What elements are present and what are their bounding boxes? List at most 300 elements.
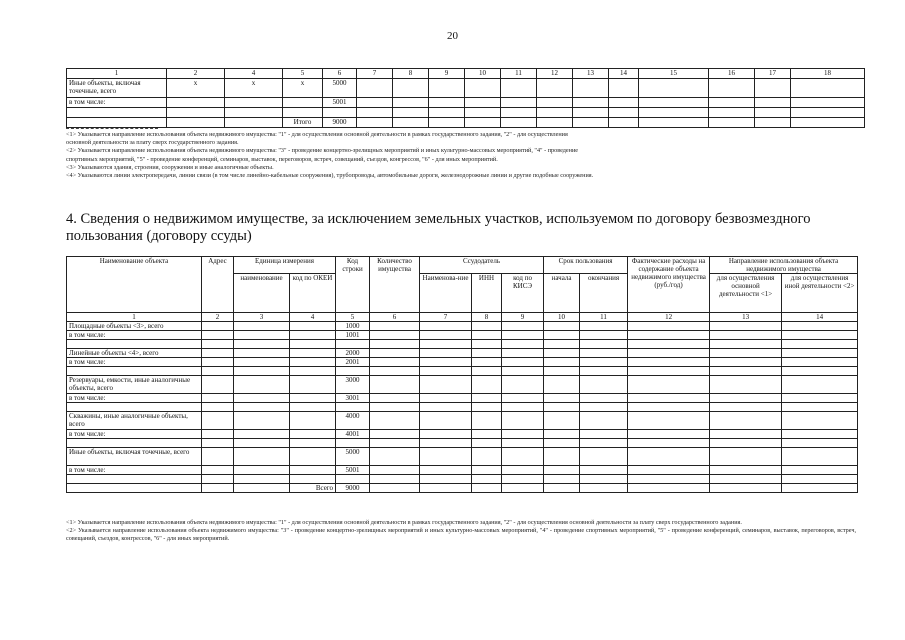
row-label: в том числе:: [67, 466, 202, 475]
empty-cell: [580, 322, 628, 331]
column-number: 11: [580, 313, 628, 322]
empty-cell: [465, 118, 501, 128]
empty-cell: [580, 475, 628, 484]
row-code: 5001: [336, 466, 370, 475]
empty-cell: [544, 466, 580, 475]
column-number: 12: [537, 69, 573, 79]
empty-cell: [791, 79, 865, 98]
table-row: [67, 79, 865, 98]
empty-cell: [501, 79, 537, 98]
row-code: 9000: [336, 484, 370, 493]
empty-cell: [202, 358, 234, 367]
empty-cell: [710, 331, 782, 340]
empty-cell: [544, 430, 580, 439]
empty-cell: [370, 484, 420, 493]
empty-cell: [234, 340, 290, 349]
empty-cell: [502, 439, 544, 448]
table-row: [67, 108, 865, 118]
empty-cell: [370, 439, 420, 448]
empty-cell: [290, 394, 336, 403]
empty-cell: [573, 108, 609, 118]
empty-cell: [202, 367, 234, 376]
cell-col5: [283, 108, 323, 118]
row-label: Площадные объекты <3>, всего: [67, 322, 202, 331]
table-row: [67, 340, 858, 349]
empty-cell: [755, 108, 791, 118]
empty-cell: [234, 430, 290, 439]
empty-cell: [628, 322, 710, 331]
empty-cell: [370, 358, 420, 367]
column-number: 4: [225, 69, 283, 79]
table-row: [67, 367, 858, 376]
empty-cell: [544, 376, 580, 394]
empty-cell: [544, 412, 580, 430]
cell-col2: [167, 98, 225, 108]
top-table-column-numbers: [67, 69, 865, 79]
header-address: Адрес: [202, 257, 234, 313]
empty-cell: [544, 358, 580, 367]
main-table: [66, 256, 858, 493]
empty-cell: [710, 439, 782, 448]
empty-cell: [290, 412, 336, 430]
empty-cell: [710, 349, 782, 358]
empty-cell: [709, 98, 755, 108]
empty-cell: [429, 118, 465, 128]
column-number: 11: [501, 69, 537, 79]
section-title: 4. Сведения о недвижимом имуществе, за исключением земельных участков, используемом по договору безвозмездного пользования (договору ссуды): [66, 211, 811, 244]
header-term-end: окончания: [580, 274, 628, 313]
table-row: [67, 118, 865, 128]
header-direction-main: для осуществления основной деятельности <1>: [710, 274, 782, 313]
cell-col2: [167, 108, 225, 118]
empty-cell: [429, 79, 465, 98]
row-label: [67, 484, 202, 493]
column-number: 10: [544, 313, 580, 322]
empty-cell: [202, 439, 234, 448]
empty-cell: [501, 118, 537, 128]
empty-cell: [628, 340, 710, 349]
row-code: 5001: [323, 98, 357, 108]
table-row: [67, 484, 858, 493]
empty-cell: [420, 430, 472, 439]
empty-cell: [465, 98, 501, 108]
empty-cell: [710, 475, 782, 484]
empty-cell: [710, 358, 782, 367]
empty-cell: [370, 322, 420, 331]
header-lender-name: Наименова-ние: [420, 274, 472, 313]
table-row: [67, 403, 858, 412]
empty-cell: [628, 358, 710, 367]
empty-cell: [502, 358, 544, 367]
empty-cell: [234, 484, 290, 493]
empty-cell: [370, 394, 420, 403]
empty-cell: [580, 376, 628, 394]
row-code: 4001: [336, 430, 370, 439]
empty-cell: [710, 367, 782, 376]
empty-cell: [234, 394, 290, 403]
empty-cell: [420, 376, 472, 394]
empty-cell: [502, 448, 544, 466]
empty-cell: [502, 430, 544, 439]
empty-cell: [782, 358, 858, 367]
empty-cell: [472, 403, 502, 412]
empty-cell: [782, 475, 858, 484]
empty-cell: [502, 403, 544, 412]
column-number: 2: [167, 69, 225, 79]
empty-cell: [628, 439, 710, 448]
empty-cell: [234, 376, 290, 394]
empty-cell: [290, 376, 336, 394]
empty-cell: [580, 358, 628, 367]
total-label: Всего: [290, 484, 336, 493]
row-code: 9000: [323, 118, 357, 128]
empty-cell: [782, 376, 858, 394]
empty-cell: [357, 98, 393, 108]
row-label: [67, 475, 202, 484]
empty-cell: [202, 331, 234, 340]
column-number: 13: [573, 69, 609, 79]
column-number: 3: [234, 313, 290, 322]
empty-cell: [290, 430, 336, 439]
row-code: 3000: [336, 376, 370, 394]
empty-cell: [420, 412, 472, 430]
empty-cell: [290, 475, 336, 484]
column-number: 1: [67, 313, 202, 322]
row-code: 1000: [336, 322, 370, 331]
empty-cell: [709, 79, 755, 98]
column-number: 7: [357, 69, 393, 79]
empty-cell: [544, 403, 580, 412]
empty-cell: [544, 340, 580, 349]
empty-cell: [544, 394, 580, 403]
row-label: в том числе:: [67, 358, 202, 367]
empty-cell: [502, 376, 544, 394]
column-number: 9: [502, 313, 544, 322]
header-direction-other: для осуществления иной деятельности <2>: [782, 274, 858, 313]
table-row: [67, 376, 858, 394]
empty-cell: [544, 322, 580, 331]
empty-cell: [202, 430, 234, 439]
empty-cell: [234, 358, 290, 367]
empty-cell: [710, 484, 782, 493]
empty-cell: [573, 79, 609, 98]
empty-cell: [202, 403, 234, 412]
empty-cell: [609, 79, 639, 98]
empty-cell: [639, 79, 709, 98]
cell-col4: х: [225, 79, 283, 98]
empty-cell: [370, 466, 420, 475]
column-number: 6: [370, 313, 420, 322]
column-number: 5: [283, 69, 323, 79]
empty-cell: [791, 118, 865, 128]
empty-cell: [580, 394, 628, 403]
empty-cell: [502, 412, 544, 430]
empty-cell: [290, 340, 336, 349]
empty-cell: [782, 331, 858, 340]
table-row: [67, 466, 858, 475]
column-number: 12: [628, 313, 710, 322]
table-row: [67, 475, 858, 484]
header-line-code: Код строки: [336, 257, 370, 313]
row-label: [67, 118, 167, 128]
empty-cell: [537, 118, 573, 128]
column-number: 2: [202, 313, 234, 322]
empty-cell: [573, 98, 609, 108]
header-unit: Единица измерения: [234, 257, 336, 274]
empty-cell: [502, 475, 544, 484]
empty-cell: [580, 430, 628, 439]
empty-cell: [202, 466, 234, 475]
empty-cell: [472, 340, 502, 349]
empty-cell: [472, 439, 502, 448]
empty-cell: [472, 322, 502, 331]
header-direction: Направление использования объекта недвижимого имущества: [710, 257, 858, 274]
empty-cell: [234, 475, 290, 484]
column-number: 5: [336, 313, 370, 322]
empty-cell: [420, 439, 472, 448]
empty-cell: [393, 98, 429, 108]
empty-cell: [472, 349, 502, 358]
empty-cell: [502, 466, 544, 475]
empty-cell: [370, 475, 420, 484]
empty-cell: [472, 484, 502, 493]
empty-cell: [472, 475, 502, 484]
empty-cell: [502, 340, 544, 349]
column-number: 9: [429, 69, 465, 79]
empty-cell: [710, 394, 782, 403]
empty-cell: [202, 322, 234, 331]
empty-cell: [420, 367, 472, 376]
empty-cell: [710, 403, 782, 412]
header-term-start: начала: [544, 274, 580, 313]
empty-cell: [628, 349, 710, 358]
row-label: Иные объекты, включая точечные, всего: [67, 79, 167, 98]
empty-cell: [544, 475, 580, 484]
empty-cell: [420, 475, 472, 484]
empty-cell: [234, 349, 290, 358]
empty-cell: [609, 98, 639, 108]
empty-cell: [420, 394, 472, 403]
empty-cell: [290, 403, 336, 412]
header-quantity: Количество имущества: [370, 257, 420, 313]
empty-cell: [357, 118, 393, 128]
empty-cell: [420, 340, 472, 349]
empty-cell: [290, 439, 336, 448]
header-lender: Ссудодатель: [420, 257, 544, 274]
row-label: в том числе:: [67, 430, 202, 439]
column-number: 7: [420, 313, 472, 322]
footnote-line: <3> Указываются здания, строения, сооружения и иные аналогичные объекты.: [66, 163, 274, 171]
main-table-column-numbers: [67, 313, 858, 322]
empty-cell: [573, 118, 609, 128]
row-label: Иные объекты, включая точечные, всего: [67, 448, 202, 466]
empty-cell: [628, 466, 710, 475]
footnote-line: <4> Указываются линии электропередачи, линии связи (в том числе линейно-кабельные сооружения), трубопроводы, автомобильные дороги, железнодорожные линии и другие подобные сооружения.: [66, 172, 594, 180]
row-code: 2000: [336, 349, 370, 358]
empty-cell: [290, 349, 336, 358]
row-code: 5000: [336, 448, 370, 466]
empty-cell: [234, 439, 290, 448]
empty-cell: [370, 403, 420, 412]
empty-cell: [782, 484, 858, 493]
empty-cell: [580, 448, 628, 466]
empty-cell: [420, 349, 472, 358]
empty-cell: [639, 98, 709, 108]
footnote-separator: [66, 128, 158, 129]
empty-cell: [628, 367, 710, 376]
header-term: Срок пользования: [544, 257, 628, 274]
empty-cell: [710, 376, 782, 394]
empty-cell: [628, 331, 710, 340]
cell-col2: [167, 118, 225, 128]
empty-cell: [782, 394, 858, 403]
empty-cell: [537, 108, 573, 118]
empty-cell: [782, 439, 858, 448]
row-code: [336, 367, 370, 376]
empty-cell: [628, 403, 710, 412]
empty-cell: [782, 367, 858, 376]
empty-cell: [544, 331, 580, 340]
empty-cell: [710, 322, 782, 331]
empty-cell: [472, 367, 502, 376]
empty-cell: [639, 118, 709, 128]
header-lender-inn: ИНН: [472, 274, 502, 313]
empty-cell: [234, 322, 290, 331]
row-code: 3001: [336, 394, 370, 403]
main-table-header-row-1: [67, 257, 858, 274]
row-code: 1001: [336, 331, 370, 340]
footnote-line: <2> Указывается направление использования объекта недвижимого имущества: "3" - проведение концертно-зрелищных мероприятий и иных культурно-массовых мероприятий, "4" - проведение: [66, 147, 579, 155]
cell-col4: [225, 98, 283, 108]
empty-cell: [609, 108, 639, 118]
empty-cell: [544, 439, 580, 448]
row-code: 5000: [323, 79, 357, 98]
cell-col5: [283, 98, 323, 108]
empty-cell: [580, 403, 628, 412]
empty-cell: [234, 412, 290, 430]
empty-cell: [628, 484, 710, 493]
row-label: [67, 340, 202, 349]
empty-cell: [782, 448, 858, 466]
cell-col4: [225, 108, 283, 118]
empty-cell: [580, 331, 628, 340]
header-expenses: Фактические расходы на содержание объекта недвижимого имущества (руб./год): [628, 257, 710, 313]
column-number: 13: [710, 313, 782, 322]
empty-cell: [472, 358, 502, 367]
column-number: 15: [639, 69, 709, 79]
column-number: 8: [393, 69, 429, 79]
empty-cell: [710, 412, 782, 430]
row-code: [336, 439, 370, 448]
empty-cell: [290, 466, 336, 475]
column-number: 1: [67, 69, 167, 79]
empty-cell: [420, 322, 472, 331]
empty-cell: [472, 448, 502, 466]
table-row: [67, 394, 858, 403]
row-label: [67, 108, 167, 118]
table-row: [67, 322, 858, 331]
empty-cell: [370, 376, 420, 394]
empty-cell: [234, 448, 290, 466]
empty-cell: [580, 439, 628, 448]
empty-cell: [420, 484, 472, 493]
empty-cell: [420, 448, 472, 466]
column-number: 18: [791, 69, 865, 79]
empty-cell: [755, 118, 791, 128]
column-number: 16: [709, 69, 755, 79]
table-row: [67, 430, 858, 439]
empty-cell: [472, 394, 502, 403]
empty-cell: [202, 340, 234, 349]
header-object-name: Наименование объекта: [67, 257, 202, 313]
empty-cell: [202, 448, 234, 466]
column-number: 4: [290, 313, 336, 322]
empty-cell: [370, 367, 420, 376]
footnotes-bottom: [66, 519, 856, 544]
empty-cell: [537, 79, 573, 98]
empty-cell: [202, 376, 234, 394]
cell-col5: Итого: [283, 118, 323, 128]
table-row: [67, 349, 858, 358]
empty-cell: [544, 349, 580, 358]
table-row: [67, 358, 858, 367]
row-label: [67, 439, 202, 448]
empty-cell: [755, 79, 791, 98]
empty-cell: [472, 331, 502, 340]
row-label: в том числе:: [67, 394, 202, 403]
empty-cell: [639, 108, 709, 118]
empty-cell: [420, 403, 472, 412]
empty-cell: [502, 331, 544, 340]
empty-cell: [544, 448, 580, 466]
column-number: 14: [609, 69, 639, 79]
empty-cell: [370, 349, 420, 358]
empty-cell: [782, 340, 858, 349]
empty-cell: [202, 349, 234, 358]
table-row: [67, 439, 858, 448]
row-label: [67, 403, 202, 412]
empty-cell: [580, 367, 628, 376]
empty-cell: [290, 358, 336, 367]
footnote-line: <1> Указывается направление использования объекта недвижимого имущества: "1" - для осуществления основной деятельности в рамках государственного задания, "2" - для осуществления основной деятельности за плату сверх государственного задания.: [66, 519, 742, 526]
empty-cell: [465, 79, 501, 98]
row-code: [336, 403, 370, 412]
empty-cell: [628, 430, 710, 439]
row-label: Скважины, иные аналогичные объекты, всего: [67, 412, 202, 430]
empty-cell: [370, 340, 420, 349]
empty-cell: [370, 448, 420, 466]
empty-cell: [234, 403, 290, 412]
row-label: в том числе:: [67, 331, 202, 340]
cell-col5: х: [283, 79, 323, 98]
empty-cell: [791, 108, 865, 118]
empty-cell: [782, 430, 858, 439]
column-number: 6: [323, 69, 357, 79]
footnote-line: основной деятельности за плату сверх государственного задания.: [66, 139, 239, 147]
empty-cell: [370, 430, 420, 439]
column-number: 8: [472, 313, 502, 322]
column-number: 14: [782, 313, 858, 322]
empty-cell: [420, 466, 472, 475]
empty-cell: [782, 403, 858, 412]
row-label: в том числе:: [67, 98, 167, 108]
cell-col4: [225, 118, 283, 128]
empty-cell: [357, 79, 393, 98]
empty-cell: [710, 430, 782, 439]
empty-cell: [628, 412, 710, 430]
empty-cell: [202, 412, 234, 430]
empty-cell: [580, 412, 628, 430]
